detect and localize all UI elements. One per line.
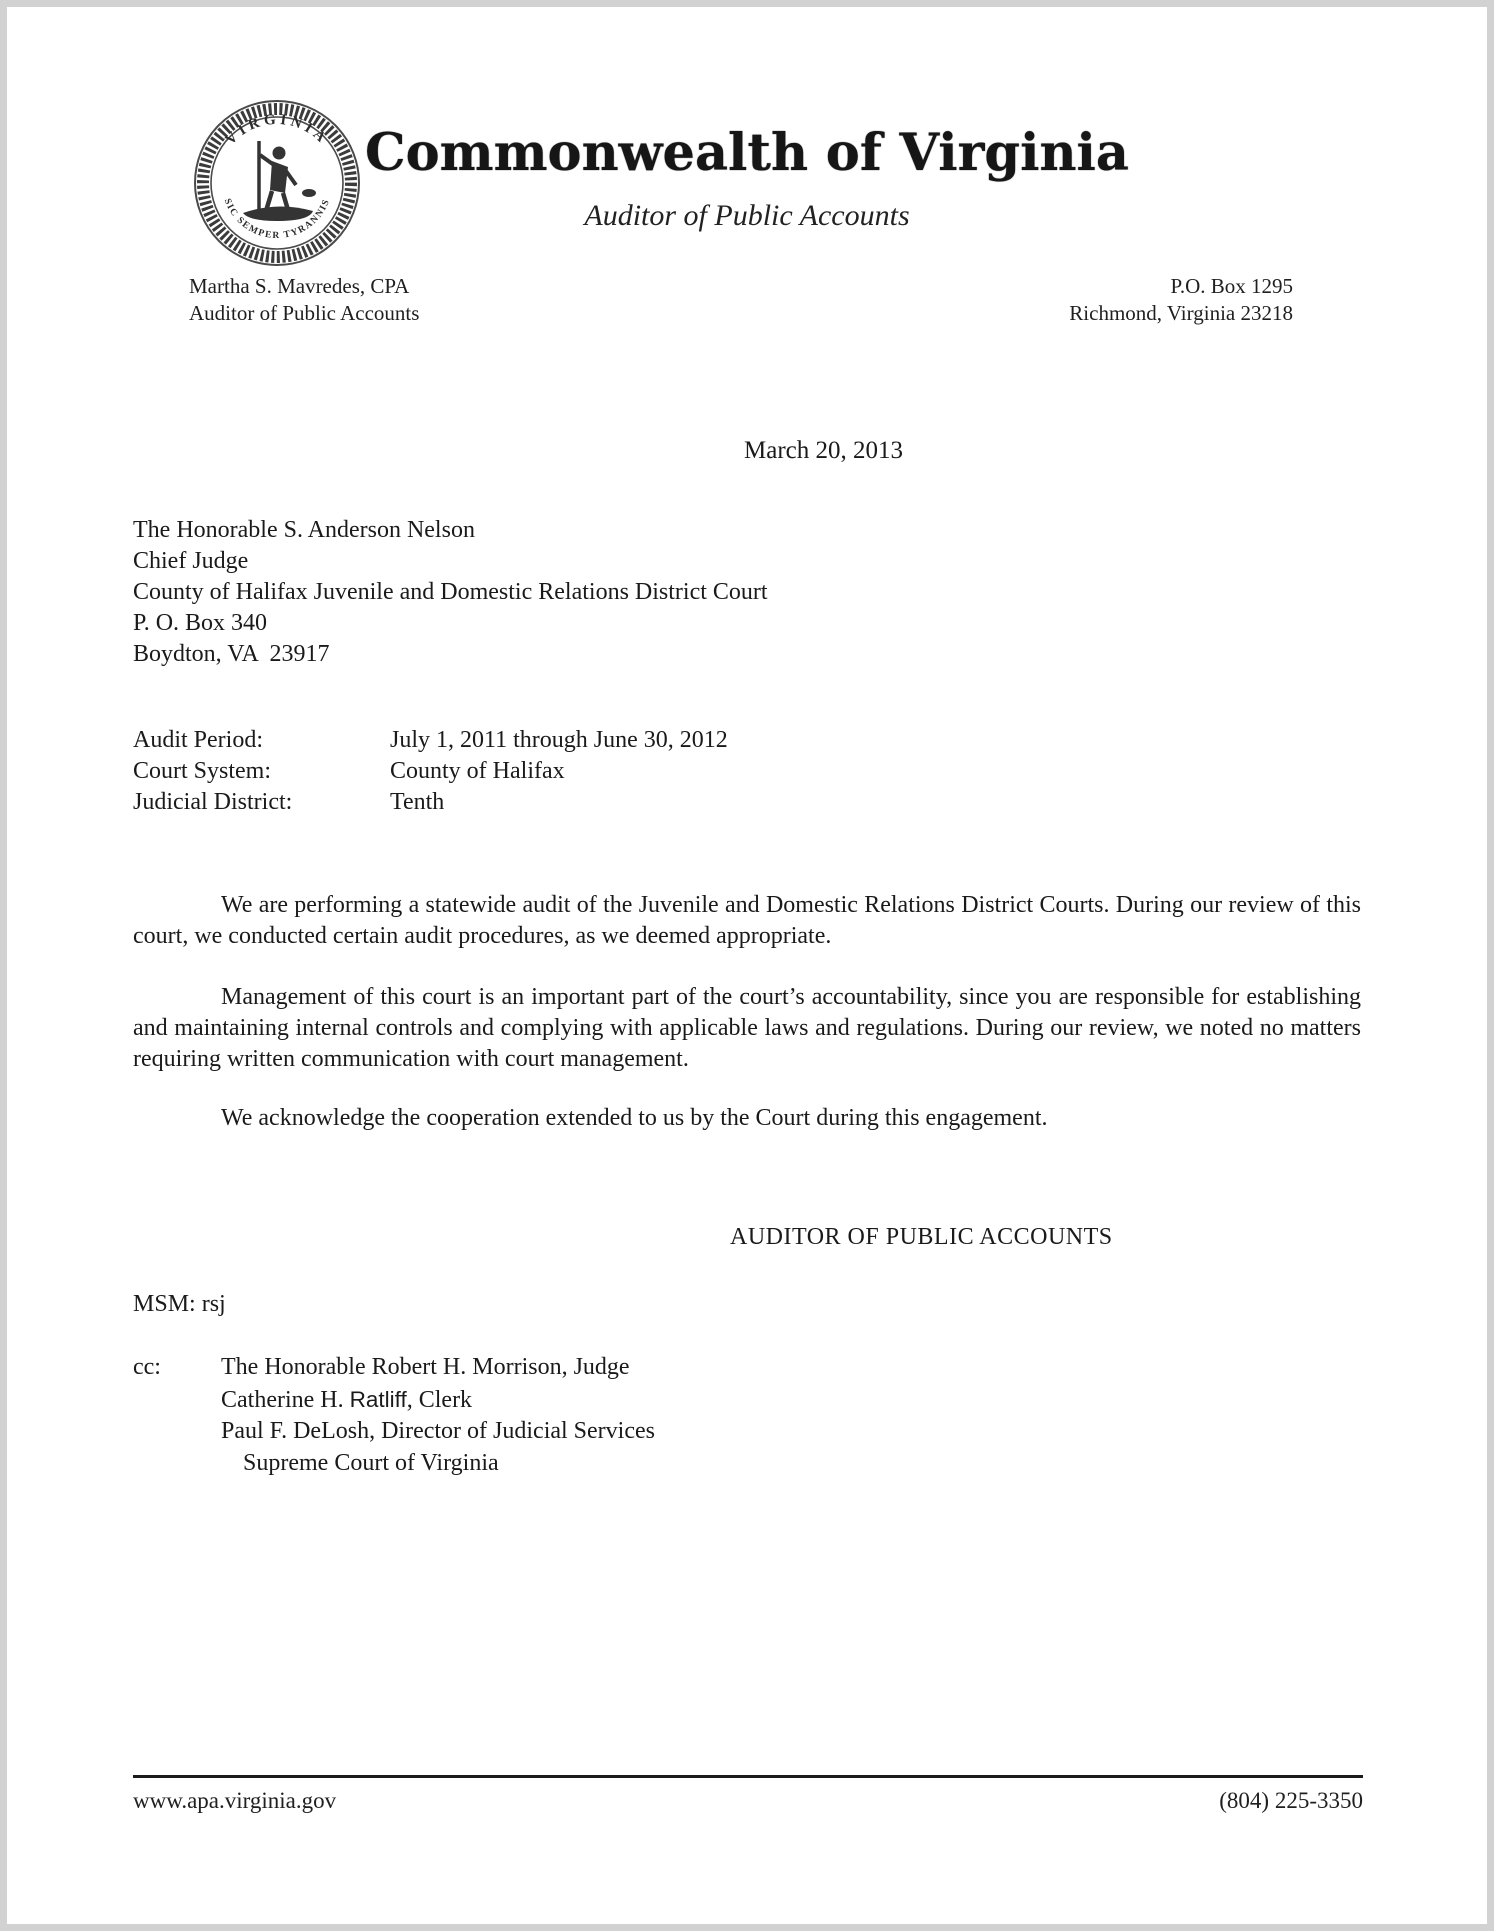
court-system-label: Court System: [133, 758, 272, 784]
paragraph-acknowledgement: We acknowledge the cooperation extended to us by the Court during this engagement. [221, 1105, 1048, 1131]
letterhead-titles [133, 123, 1361, 233]
cc-label: cc: [133, 1354, 161, 1380]
cc-clerk-surname: Ratliff [349, 1386, 407, 1412]
cc-list [221, 1352, 655, 1479]
court-system-row [133, 756, 1361, 787]
recipient-title: Chief Judge [133, 548, 249, 574]
seal-top-text: VIRGINIA [222, 111, 332, 149]
page-footer [133, 1775, 1363, 1814]
office-po-box: P.O. Box 1295 [1170, 274, 1293, 298]
recipient-po-box: P. O. Box 340 [133, 610, 268, 636]
office-city: Richmond, Virginia 23218 [1069, 301, 1293, 325]
judicial-district-value: Tenth [390, 789, 445, 815]
org-title: Commonwealth of Virginia [365, 123, 1129, 183]
audit-period-value: July 1, 2011 through June 30, 2012 [390, 727, 728, 753]
court-system-value: County of Halifax [390, 758, 565, 784]
recipient-name: The Honorable S. Anderson Nelson [133, 517, 475, 543]
auditor-title: Auditor of Public Accounts [189, 301, 420, 325]
footer-phone: (804) 225-3350 [1219, 1788, 1363, 1813]
recipient-city: Boydton, VA 23917 [133, 641, 330, 667]
audit-period-label: Audit Period: [133, 727, 263, 753]
judicial-district-row [133, 787, 1361, 818]
paragraph-management: Management of this court is an important part of the court’s accountability, since you are responsible for establishing and maintaining internal controls and complying with applicable laws and regulations. During our review, we noted no matters requiring written communication with court management. [133, 984, 1361, 1072]
seal-bottom-text: SIC SEMPER TYRANNIS [221, 197, 333, 242]
cc-clerk-pre: Catherine H. [221, 1386, 350, 1413]
signature-organization: AUDITOR OF PUBLIC ACCOUNTS [730, 1224, 1113, 1250]
reference-initials: MSM: rsj [133, 1291, 226, 1317]
cc-item-judge: The Honorable Robert H. Morrison, Judge [221, 1354, 630, 1380]
cc-block [133, 1352, 1361, 1479]
cc-item-supreme-court: Supreme Court of Virginia [243, 1449, 499, 1476]
recipient-address-block [133, 515, 1361, 670]
letter-date: March 20, 2013 [744, 437, 903, 464]
audit-period-row [133, 725, 1361, 756]
cc-item-director: Paul F. DeLosh, Director of Judicial Services [221, 1418, 655, 1444]
judicial-district-label: Judicial District: [133, 789, 293, 815]
auditor-name-block [189, 273, 419, 327]
audit-info-block [133, 725, 1361, 818]
recipient-court: County of Halifax Juvenile and Domestic Relations District Court [133, 579, 768, 605]
org-subtitle: Auditor of Public Accounts [584, 199, 910, 232]
paragraph-statewide-audit: We are performing a statewide audit of the Juvenile and Domestic Relations District Courts. During our review of this court, we conducted certain audit procedures, as we deemed appropriate. [133, 892, 1361, 949]
cc-clerk-post: , Clerk [406, 1386, 473, 1413]
letterhead [133, 97, 1361, 352]
auditor-name: Martha S. Mavredes, CPA [189, 274, 410, 298]
footer-website: www.apa.virginia.gov [133, 1788, 337, 1813]
office-address-block [1069, 273, 1293, 327]
cc-item-clerk [221, 1384, 655, 1417]
